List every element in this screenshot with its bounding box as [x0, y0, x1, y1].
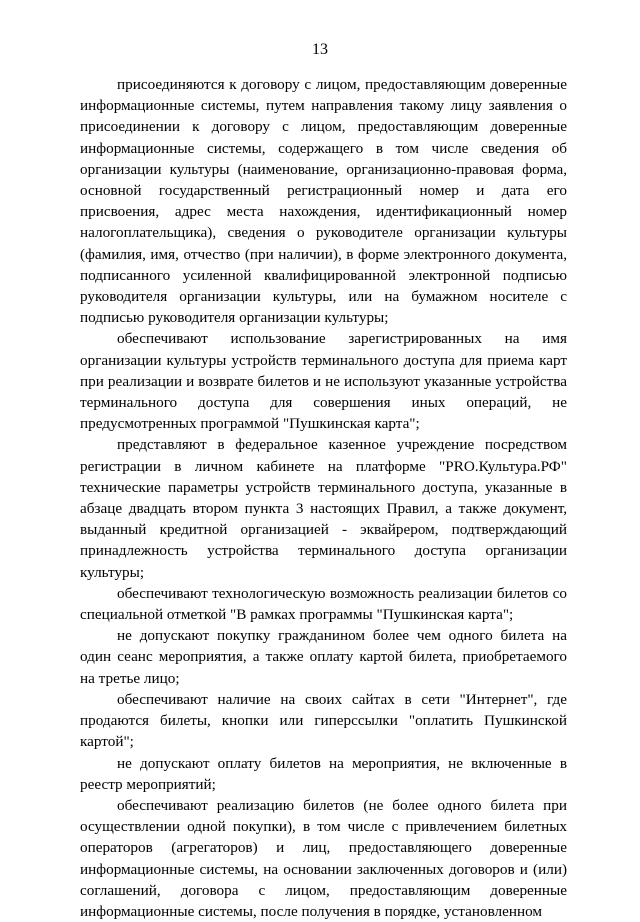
page-number: 13 [312, 41, 328, 58]
document-body [80, 74, 567, 922]
paragraph-terminal-registration: представляют в федеральное казенное учреждение посредством регистрации в личном кабинете на платформе "PRO.Культура.РФ" технические параметры устройств терминального доступа, указанные в абзаце двадцать втором пункта 3 настоящих Правил, а также документ, выданный кредитной организацией - эквайрером, подтверждающий принадлежность устройства терминального доступа организации культуры; [80, 436, 567, 581]
paragraph-membership-application: присоединяются к договору с лицом, предоставляющим доверенные информационные системы, путем направления такому лицу заявления о присоединении к договору с лицом, предоставляющим доверенные информационные системы, содержащего в том числе сведения об организации культуры (наименование, организационно-правовая форма, основной государственный регистрационный номер и дата его присвоения, адрес места нахождения, идентификационный номер налогоплательщика), сведения о руководителе организации культуры (фамилия, имя, отчество (при наличии), в форме электронного документа, подписанного усиленной квалифицированной электронной подписью руководителя организации культуры, или на бумажном носителе с подписью руководителя организации культуры; [80, 76, 567, 327]
paragraph-ticket-sales: обеспечивают реализацию билетов (не более одного билета при осуществлении одной покупки), в том числе с привлечением билетных операторов (агрегаторов) и лиц, предоставляющего доверенные информационные системы, на основании заключенных договоров и (или) соглашений, договора с лицом, предоставляющим доверенные информационные системы, после получения в порядке, установленном [80, 796, 567, 920]
paragraph-terminal-devices-use: обеспечивают использование зарегистрированных на имя организации культуры устройств терминального доступа для приема карт при реализации и возврате билетов и не используют указанные устройства терминального доступа для совершения иных операций, не предусмотренных программой "Пушкинская карта"; [80, 330, 567, 433]
paragraph-registry-events-only: не допускают оплату билетов на мероприятия, не включенные в реестр мероприятий; [80, 754, 567, 793]
paragraph-special-mark: обеспечивают технологическую возможность реализации билетов со специальной отметкой "В рамках программы "Пушкинская карта"; [80, 584, 567, 624]
paragraph-website-pay-button: обеспечивают наличие на своих сайтах в сети "Интернет", где продаются билеты, кнопки или гиперссылки "оплатить Пушкинской картой"; [80, 690, 567, 751]
paragraph-one-ticket-limit: не допускают покупку гражданином более чем одного билета на один сеанс мероприятия, а также оплату картой билета, приобретаемого на третье лицо; [80, 627, 567, 687]
